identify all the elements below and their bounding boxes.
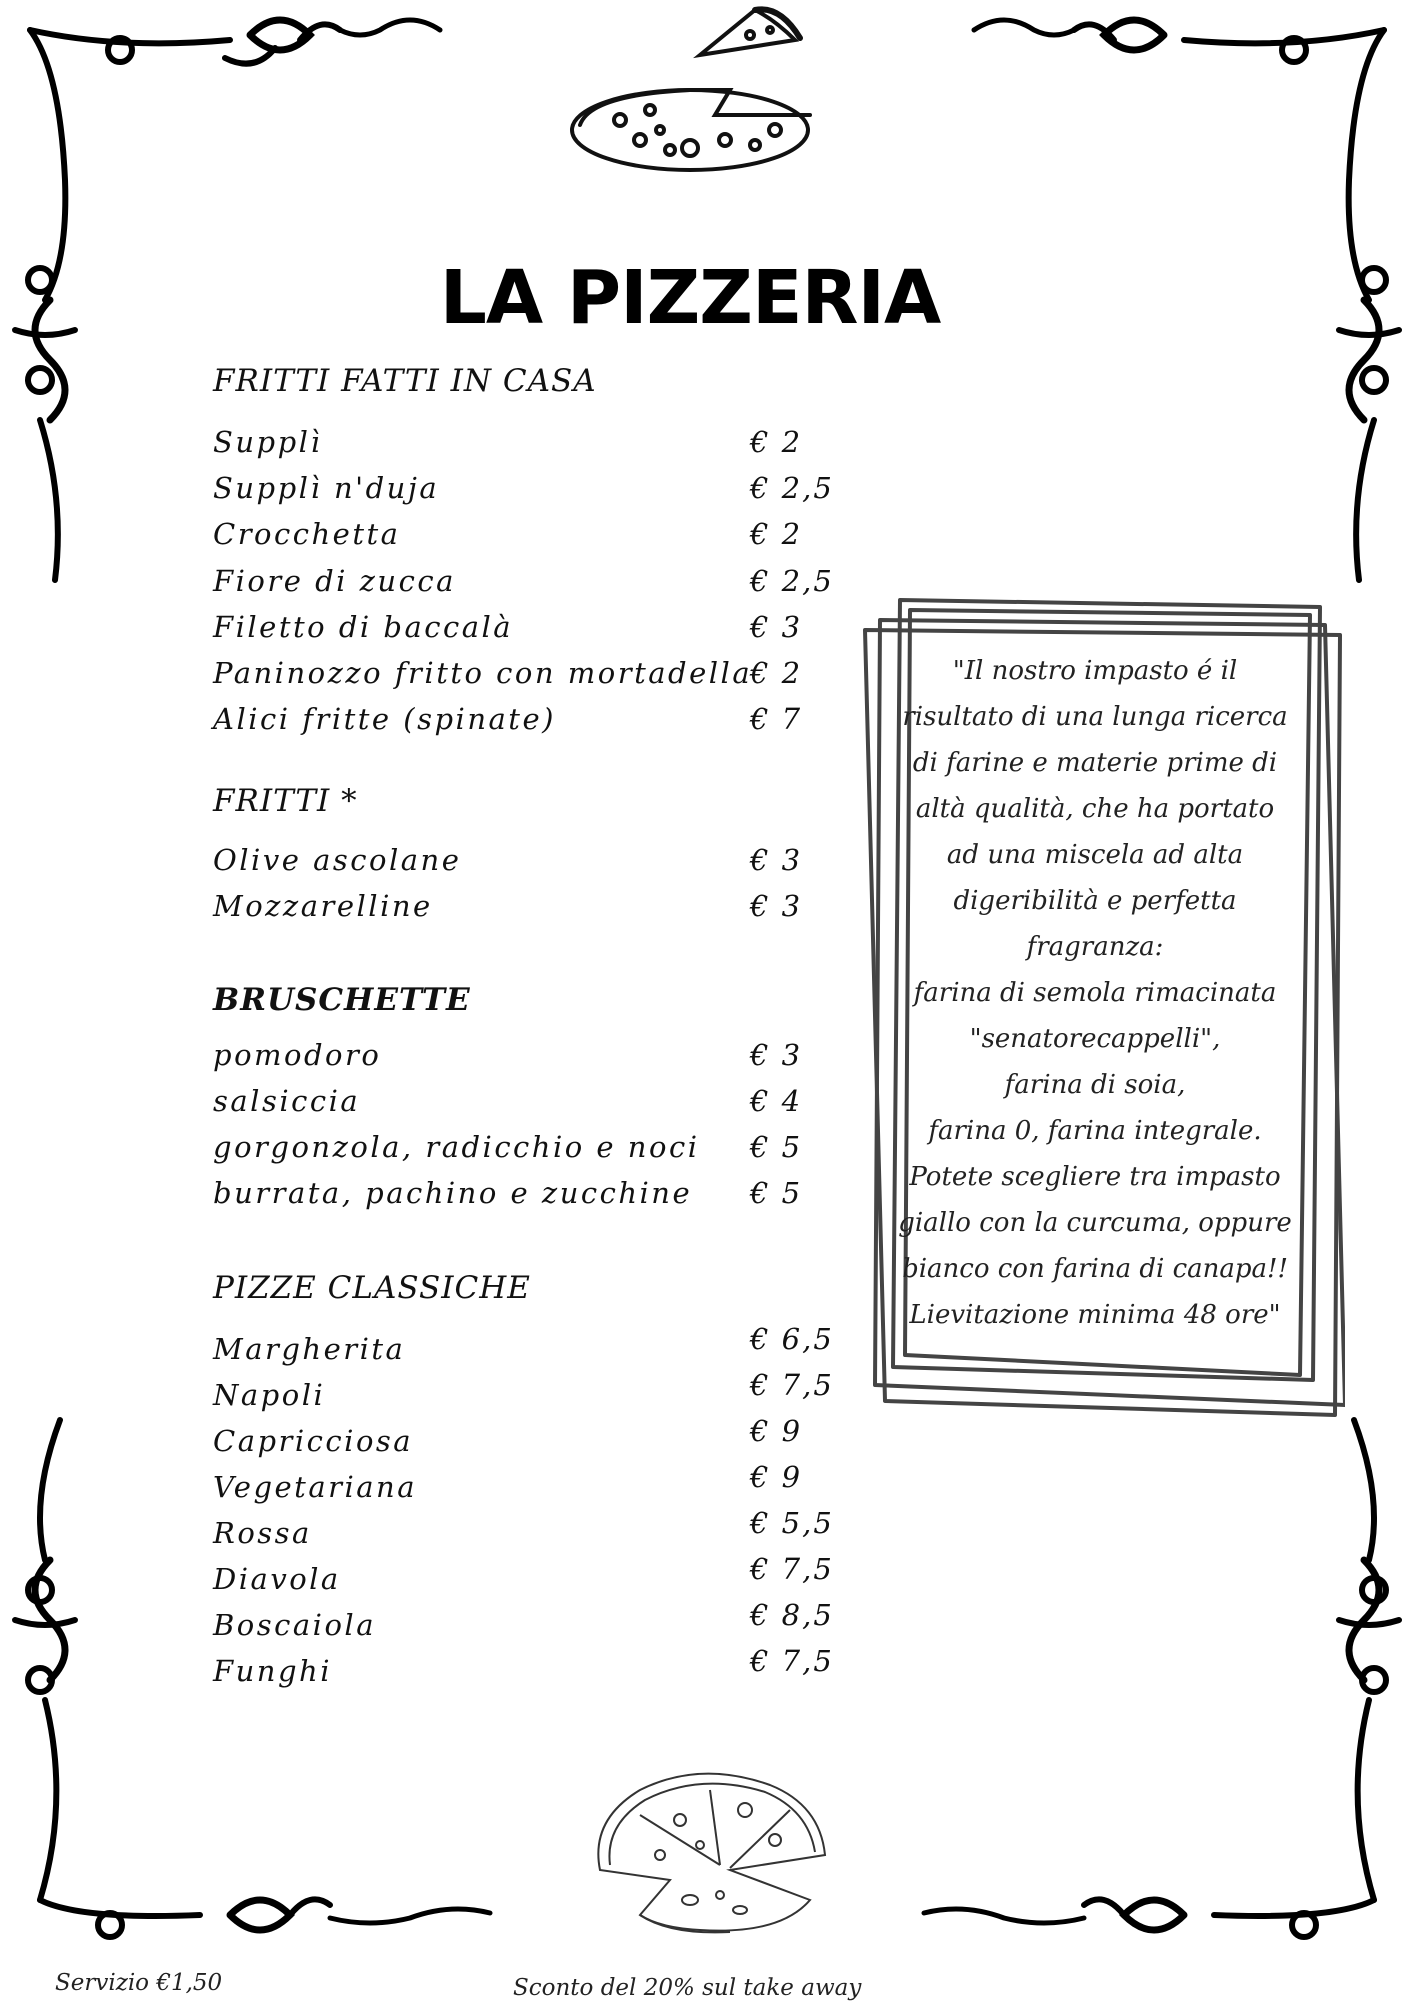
- item-price: € 2,5: [750, 471, 834, 505]
- takeaway-discount: Sconto del 20% sul take away: [513, 1975, 862, 2001]
- service-charge: Servizio €1,50: [55, 1970, 223, 1996]
- item-name: pomodoro: [213, 1038, 382, 1072]
- item-name: Olive ascolane: [213, 843, 462, 877]
- page-title: LA PIZZERIA: [439, 254, 941, 341]
- item-name: Vegetariana: [213, 1470, 418, 1504]
- item-price: € 2: [750, 656, 803, 690]
- item-price: € 7,5: [750, 1552, 834, 1586]
- quote-line: fragranza:: [1026, 932, 1164, 962]
- item-name: burrata, pachino e zucchine: [213, 1176, 693, 1210]
- menu-item: [213, 1506, 834, 1562]
- item-name: Supplì: [213, 425, 323, 459]
- menu-item: [213, 702, 813, 748]
- menu-item: [213, 1368, 834, 1424]
- item-price: € 2: [750, 517, 803, 551]
- pizza-sketch-icon: [580, 1760, 840, 1940]
- item-price: € 3: [750, 889, 803, 923]
- quote-line: ad una miscela ad alta: [946, 840, 1244, 870]
- quote-line: Lievitazione minima 48 ore": [909, 1300, 1281, 1330]
- quote-line: giallo con la curcuma, oppure: [898, 1208, 1292, 1238]
- dough-description-quote: [885, 648, 1305, 1338]
- quote-line: farina 0, farina integrale.: [928, 1116, 1262, 1146]
- item-price: € 5: [750, 1176, 803, 1210]
- item-name: Filetto di baccalà: [213, 610, 514, 644]
- menu-item: [213, 1460, 813, 1516]
- item-name: Fiore di zucca: [213, 564, 456, 598]
- menu-item: [213, 1322, 834, 1378]
- item-price: € 7,5: [750, 1644, 834, 1678]
- item-name: Paninozzo fritto con mortadella: [213, 656, 753, 690]
- item-name: Rossa: [213, 1516, 312, 1550]
- menu-item: [213, 471, 834, 517]
- quote-line: bianco con farina di canapa!!: [902, 1254, 1288, 1284]
- menu-item: [213, 1130, 813, 1176]
- pizza-icon: [560, 0, 835, 180]
- quote-line: Potete scegliere tra impasto: [909, 1162, 1281, 1192]
- item-name: Margherita: [213, 1332, 406, 1366]
- menu-item: [213, 1598, 834, 1654]
- section-title-bruschette: BRUSCHETTE: [213, 982, 471, 1018]
- item-name: Capricciosa: [213, 1424, 414, 1458]
- section-title-fritti: FRITTI *: [213, 783, 358, 819]
- quote-line: digeribilità e perfetta: [953, 886, 1237, 916]
- item-price: € 3: [750, 610, 803, 644]
- menu-item: [213, 656, 813, 702]
- menu-item: [213, 889, 813, 935]
- menu-item: [213, 517, 813, 563]
- item-price: € 2,5: [750, 564, 834, 598]
- item-name: Funghi: [213, 1654, 332, 1688]
- item-price: € 7: [750, 702, 803, 736]
- menu-item: [213, 1176, 813, 1222]
- item-name: Crocchetta: [213, 517, 401, 551]
- item-price: € 5,5: [750, 1506, 834, 1540]
- section-title-fritti-fatti-in-casa: FRITTI FATTI IN CASA: [213, 363, 597, 399]
- menu-item: [213, 1038, 813, 1084]
- item-name: Boscaiola: [213, 1608, 376, 1642]
- menu-item: [213, 1552, 834, 1608]
- item-name: Napoli: [213, 1378, 326, 1412]
- quote-line: "Il nostro impasto é il: [952, 656, 1238, 686]
- menu-item: [213, 564, 834, 610]
- menu-item: [213, 1414, 813, 1470]
- item-price: € 4: [750, 1084, 803, 1118]
- item-name: Alici fritte (spinate): [213, 702, 556, 736]
- menu-item: [213, 1084, 813, 1130]
- item-price: € 9: [750, 1460, 803, 1494]
- quote-line: farina di semola rimacinata: [913, 978, 1277, 1008]
- item-price: € 8,5: [750, 1598, 834, 1632]
- item-price: € 9: [750, 1414, 803, 1448]
- item-price: € 2: [750, 425, 803, 459]
- item-price: € 7,5: [750, 1368, 834, 1402]
- menu-item: [213, 843, 813, 889]
- quote-line: "senatorecappelli",: [969, 1024, 1221, 1054]
- item-price: € 5: [750, 1130, 803, 1164]
- item-price: € 6,5: [750, 1322, 834, 1356]
- item-name: gorgonzola, radicchio e noci: [213, 1130, 700, 1164]
- quote-line: farina di soia,: [1004, 1070, 1186, 1100]
- item-name: Diavola: [213, 1562, 341, 1596]
- menu-item: [213, 1644, 834, 1700]
- item-name: Supplì n'duja: [213, 471, 440, 505]
- quote-line: di farine e materie prime di: [912, 748, 1278, 778]
- quote-line: altà qualità, che ha portato: [915, 794, 1275, 824]
- item-price: € 3: [750, 1038, 803, 1072]
- menu-item: [213, 610, 813, 656]
- quote-line: risultato di una lunga ricerca: [902, 702, 1288, 732]
- item-name: Mozzarelline: [213, 889, 433, 923]
- item-name: salsiccia: [213, 1084, 361, 1118]
- section-title-pizze-classiche: PIZZE CLASSICHE: [213, 1270, 531, 1306]
- menu-item: [213, 425, 813, 471]
- item-price: € 3: [750, 843, 803, 877]
